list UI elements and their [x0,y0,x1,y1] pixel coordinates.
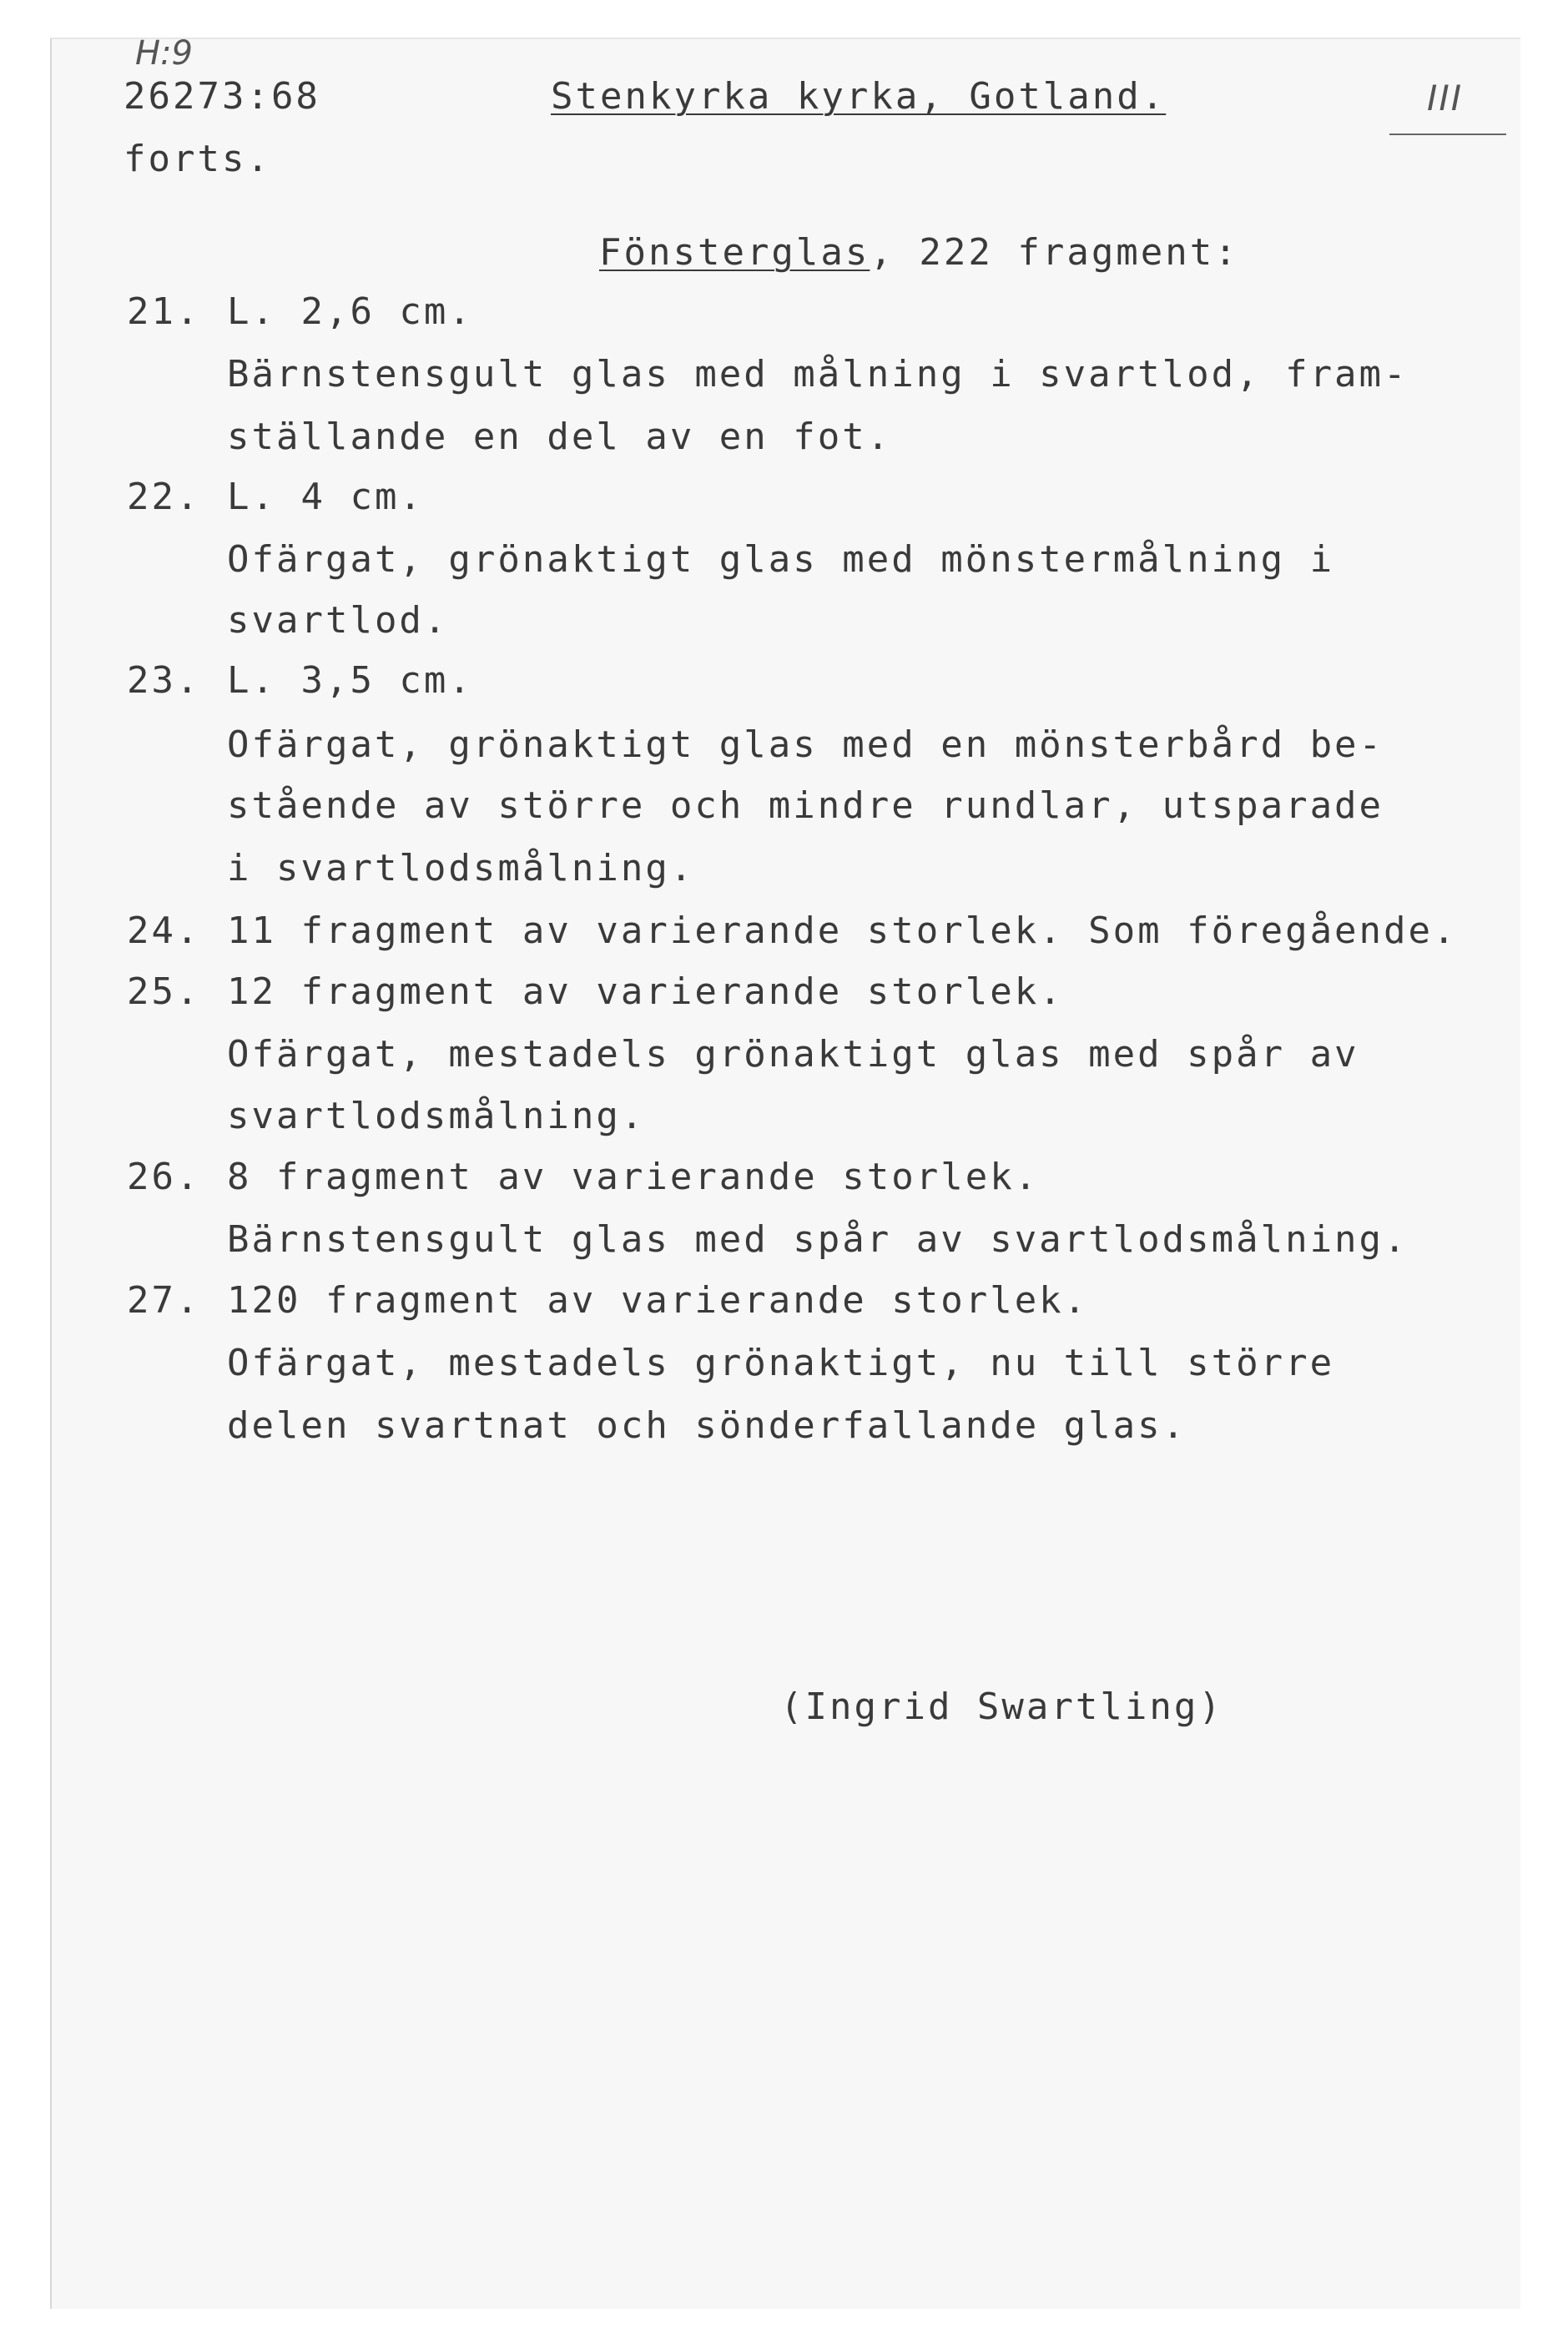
catalog-number: 26273:68 [124,75,320,118]
entry-line: i svartlodsmålning. [227,847,695,889]
page-mark-underline [1389,134,1506,135]
entry-heading: 11 fragment av varierande storlek. Som föregående. [227,910,1458,952]
entry-heading: 8 fragment av varierande storlek. [227,1156,1040,1198]
entry-number: 22. [127,476,201,518]
entry-line: Ofärgat, mestadels grönaktigt glas med spår av [227,1033,1359,1076]
entry-line: svartlod. [227,599,449,642]
signature: (Ingrid Swartling) [780,1685,1223,1728]
entry-line: delen svartnat och sönderfallande glas. [227,1404,1187,1447]
page-mark: III [1427,78,1464,118]
entry-heading: 12 fragment av varierande storlek. [227,970,1064,1013]
section-title-suffix: , 222 fragment: [870,231,1239,274]
entry-number: 21. [127,290,201,333]
entry-line: Ofärgat, grönaktigt glas med en mönsterbård be- [227,723,1384,766]
section-title [599,231,1239,275]
entry-heading: 120 fragment av varierande storlek. [227,1279,1089,1322]
entry-line: ställande en del av en fot. [227,416,892,458]
entry-number: 27. [127,1279,201,1322]
entry-heading: L. 3,5 cm. [227,659,473,702]
section-title-main: Fönsterglas [599,231,870,274]
entry-line: Ofärgat, grönaktigt glas med mönstermålning i [227,538,1335,581]
entry-line: Bärnstensgult glas med spår av svartlodsmålning. [227,1218,1409,1261]
entry-line: Ofärgat, mestadels grönaktigt, nu till större [227,1342,1335,1384]
handwritten-mark: H:9 [135,34,194,73]
entry-heading: L. 2,6 cm. [227,290,473,333]
entry-line: stående av större och mindre rundlar, utsparade [227,784,1384,827]
entry-number: 25. [127,970,201,1013]
entry-line: svartlodsmålning. [227,1095,646,1137]
entry-number: 24. [127,910,201,952]
continued-label: forts. [124,138,271,180]
site-title: Stenkyrka kyrka, Gotland. [551,75,1167,118]
entry-heading: L. 4 cm. [227,476,424,518]
entry-number: 23. [127,659,201,702]
entry-line: Bärnstensgult glas med målning i svartlod, fram- [227,353,1409,396]
entry-number: 26. [127,1156,201,1198]
